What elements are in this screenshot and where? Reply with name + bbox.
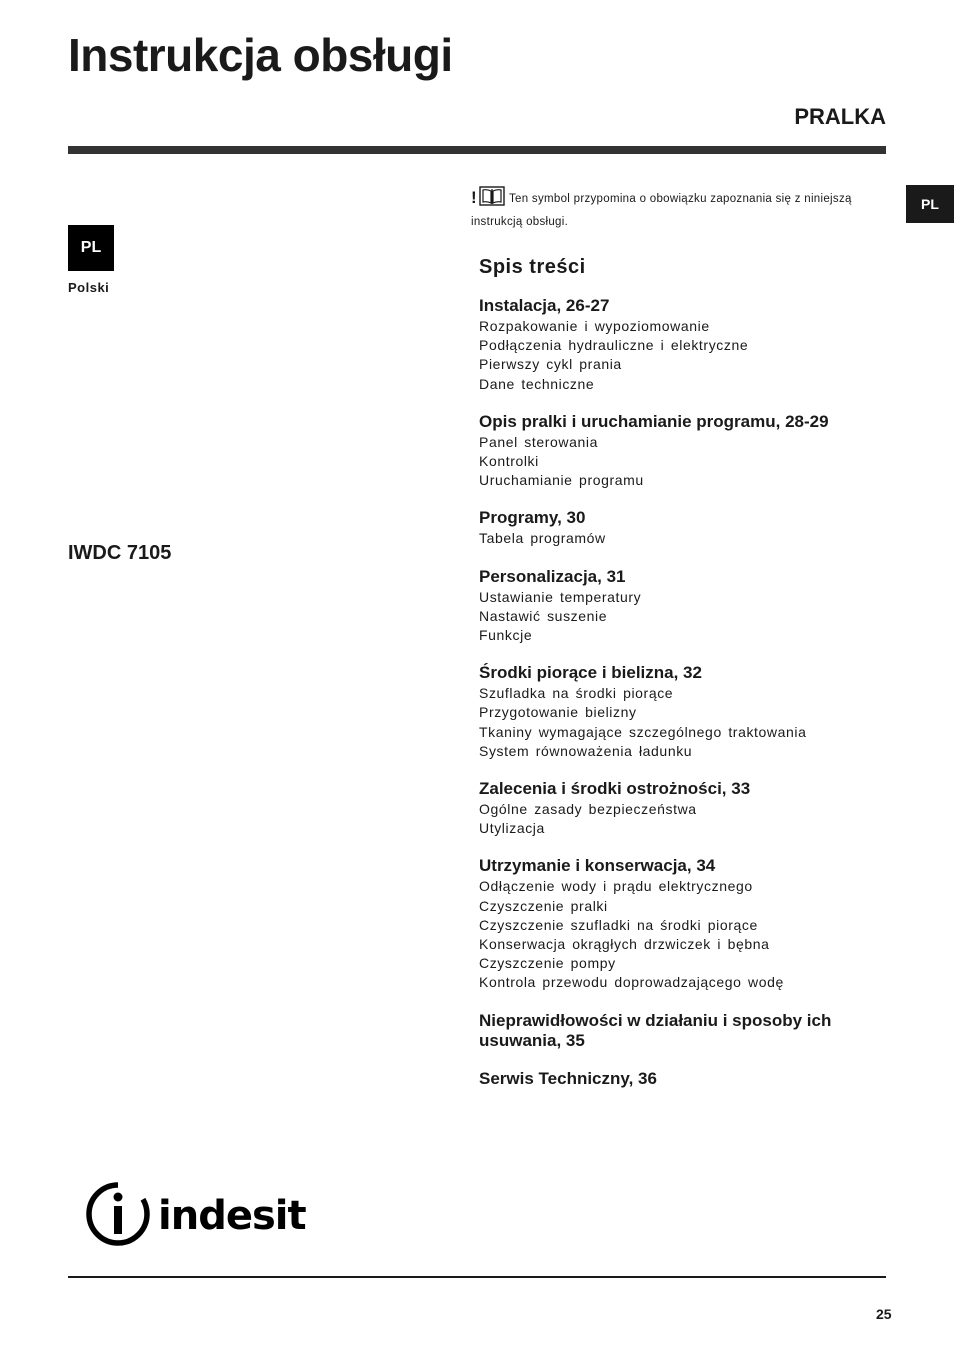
toc-item-list	[479, 800, 899, 838]
toc-item: Utylizacja	[479, 820, 545, 837]
toc-sections	[479, 296, 899, 1089]
header-divider	[68, 146, 886, 154]
notice-text: Ten symbol przypomina o obowiązku zapoznania się z niniejszą instrukcją obsługi.	[471, 193, 852, 228]
model-number: IWDC 7105	[68, 542, 172, 564]
toc-section-heading: Instalacja, 26-27	[479, 296, 610, 315]
toc-section	[479, 508, 899, 548]
exclamation-icon: !	[471, 188, 477, 207]
toc-section	[479, 1011, 899, 1051]
toc-item: Kontrolki	[479, 453, 539, 470]
language-badge: PL	[68, 225, 114, 271]
toc-section	[479, 1069, 899, 1089]
footer-divider	[68, 1276, 886, 1278]
page-number: 25	[876, 1306, 892, 1322]
toc-item-list	[479, 529, 899, 548]
toc-section	[479, 663, 899, 761]
manual-notice	[471, 186, 861, 234]
toc-section-heading: Programy, 30	[479, 508, 586, 528]
toc-section-heading: Środki piorące i bielizna, 32	[479, 663, 702, 683]
toc-item: System równoważenia ładunku	[479, 742, 693, 759]
toc-item: Przygotowanie bielizny	[479, 704, 637, 721]
toc-section-heading: Zalecenia i środki ostrożności, 33	[479, 779, 751, 799]
toc-item: Tabela programów	[479, 530, 606, 547]
toc-item-list	[479, 684, 899, 761]
toc-item: Ustawianie temperatury	[479, 588, 642, 605]
toc-title: Spis treści	[479, 256, 586, 278]
toc-item-list	[479, 433, 899, 491]
toc-item: Odłączenie wody i prądu elektrycznego	[479, 878, 753, 895]
toc-item: Ogólne zasady bezpieczeństwa	[479, 801, 697, 818]
table-of-contents	[479, 256, 899, 1107]
toc-item: Rozpakowanie i wypoziomowanie	[479, 318, 710, 334]
page-title: Instrukcja obsługi	[68, 29, 453, 81]
toc-section-heading: Personalizacja, 31	[479, 566, 626, 586]
toc-item: Panel sterowania	[479, 433, 598, 450]
toc-item: Uruchamianie programu	[479, 472, 644, 489]
toc-item: Konserwacja okrągłych drzwiczek i bębna	[479, 936, 770, 953]
toc-item: Dane techniczne	[479, 375, 595, 392]
toc-section	[479, 567, 899, 646]
language-name: Polski	[68, 280, 110, 295]
toc-section-heading: Nieprawidłowości w działaniu i sposoby ich usuwania, 35	[479, 1010, 832, 1050]
toc-section	[479, 856, 899, 992]
toc-item: Szufladka na środki piorące	[479, 685, 674, 702]
toc-section-heading: Serwis Techniczny, 36	[479, 1068, 657, 1088]
toc-item: Funkcje	[479, 627, 533, 644]
indesit-logo	[86, 1182, 326, 1246]
toc-item-list	[479, 317, 899, 394]
toc-item: Kontrola przewodu doprowadzającego wodę	[479, 974, 784, 991]
toc-item-list	[479, 588, 899, 646]
language-tab: PL	[906, 185, 954, 223]
toc-section	[479, 296, 899, 394]
open-book-icon	[479, 186, 505, 206]
toc-item: Czyszczenie szufladki na środki piorące	[479, 916, 758, 933]
toc-item-list	[479, 877, 899, 992]
toc-item: Czyszczenie pompy	[479, 955, 616, 972]
toc-item: Pierwszy cykl prania	[479, 356, 622, 373]
toc-item: Czyszczenie pralki	[479, 897, 608, 914]
toc-item: Tkaniny wymagające szczególnego traktowania	[479, 723, 807, 740]
product-type: PRALKA	[794, 104, 886, 129]
toc-item: Nastawić suszenie	[479, 607, 608, 624]
logo-wordmark: indesit	[158, 1193, 306, 1239]
toc-item: Podłączenia hydrauliczne i elektryczne	[479, 337, 749, 354]
toc-section	[479, 779, 899, 838]
toc-section	[479, 412, 899, 491]
toc-section-heading: Opis pralki i uruchamianie programu, 28-29	[479, 411, 829, 431]
toc-section-heading: Utrzymanie i konserwacja, 34	[479, 856, 716, 876]
